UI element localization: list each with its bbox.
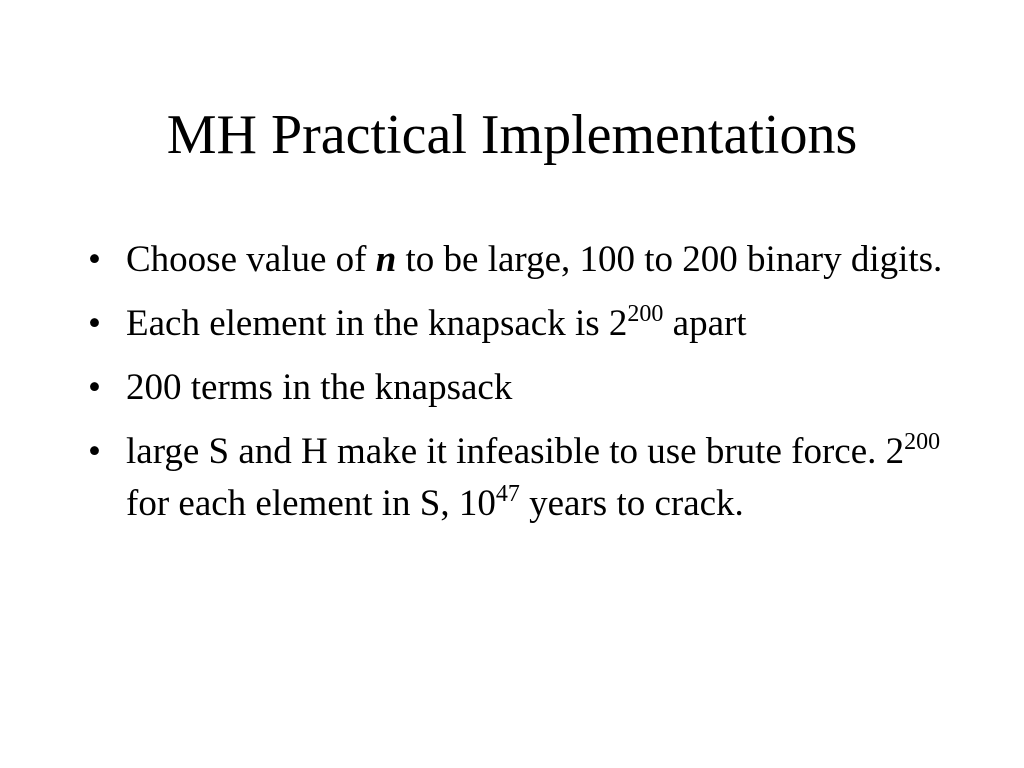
variable-n: n [375,239,397,280]
bullet-text-prefix: Choose value of [126,239,376,280]
bullet-item-brute-force [88,426,948,530]
bullet-text-before: Each element in the knapsack is 2 [126,303,628,344]
bullet-icon: • [88,431,101,472]
bullet-text-part1: large S and H make it infeasible to use brute force. 2 [126,431,905,472]
bullet-item-terms [88,362,948,414]
bullet-icon: • [88,367,101,408]
exponent: 200 [627,301,664,327]
bullet-icon: • [88,303,101,344]
exponent-47: 47 [495,481,520,507]
bullet-list [88,234,948,542]
bullet-text: 200 terms in the knapsack [126,367,513,408]
slide-title: MH Practical Implementations [166,104,858,166]
bullet-text-part3: years to crack. [519,483,744,524]
bullet-item-element-spacing [88,298,948,350]
exponent-200: 200 [904,429,941,455]
bullet-icon: • [88,239,101,280]
bullet-item-choose-n [88,234,948,286]
bullet-text-part2: for each element in S, 10 [126,483,496,524]
bullet-text-after: apart [663,303,747,344]
bullet-text-suffix: to be large, 100 to 200 binary digits. [396,239,943,280]
